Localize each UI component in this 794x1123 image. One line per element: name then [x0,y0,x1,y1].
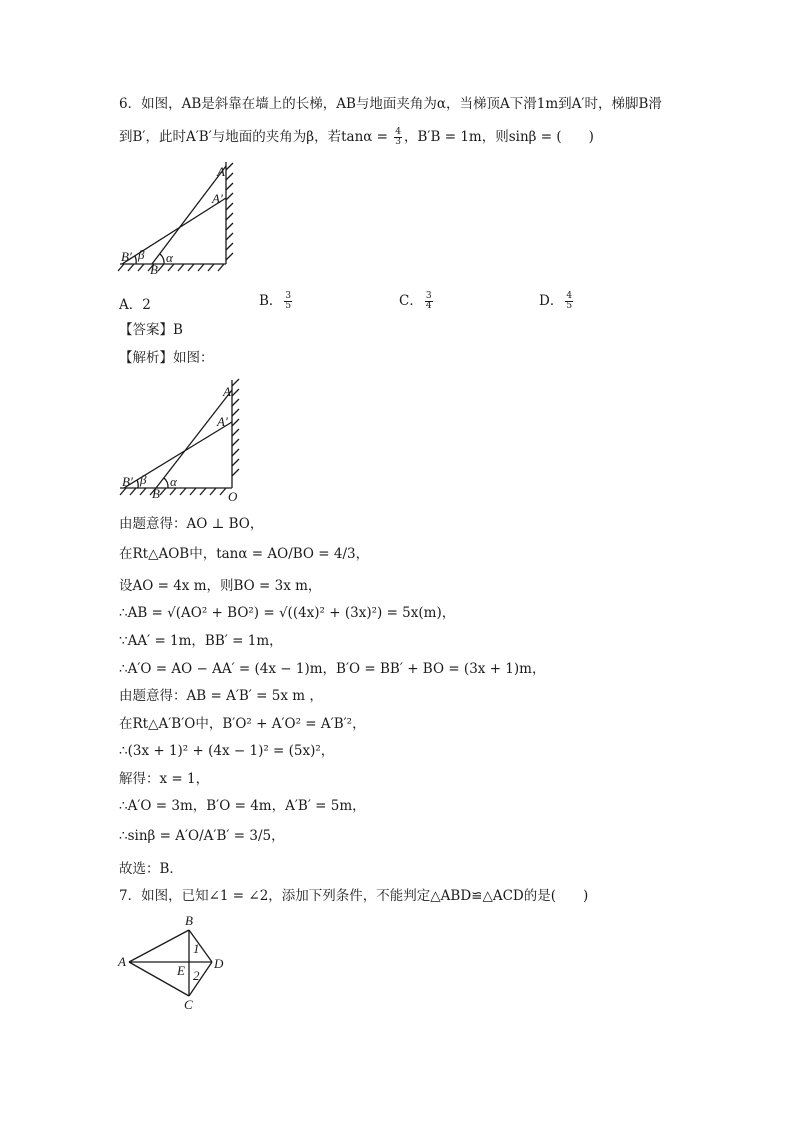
label-d: D [214,956,224,971]
step-11: ∴A′O = 3m，B′O = 4m，A′B′ = 5m， [119,798,366,814]
label-c: C [184,997,193,1012]
q6-stem-line2-pre: 到B′，此时A′B′与地面的夹角为β，若tanα = [119,129,393,145]
label-a-2: A [223,384,231,399]
step-9: ∴(3x + 1)² + (4x − 1)² = (5x)²， [119,743,335,759]
option-d[interactable] [539,289,575,311]
option-b-numerator: 3 [285,291,292,301]
label-b-q7: B [185,913,193,928]
label-a-q7: A [118,954,126,969]
step-1: 由题意得：AO ⊥ BO， [119,516,264,532]
option-a-value: 2 [142,297,151,313]
q7-figure [112,910,242,1014]
alpha-arc-2 [164,478,168,488]
step-3: 设AO = 4x m，则BO = 3x m， [119,578,322,594]
label-a-prime-2: A′ [217,414,228,429]
q6-stem-line1: 6．如图，AB是斜靠在墙上的长梯，AB与地面夹角为α，当梯顶A下滑1m到A′时，梯脚B滑 [119,96,662,112]
q7-stem: 7．如图，已知∠1 = ∠2，添加下列条件，不能判定△ABD≌△ACD的是( ) [119,888,589,904]
ladder-ab-2 [156,390,232,488]
step-5: ∵AA′ = 1m，BB′ = 1m， [119,633,283,649]
q6-stem-line2-post: ，B′B = 1m，则sinβ = ( ) [404,129,594,145]
segment-ab [129,930,189,962]
option-c-numerator: 3 [425,291,432,301]
wall-hatching-2 [232,379,239,476]
label-beta-2: β [140,472,147,487]
option-c-denominator: 4 [425,301,432,311]
label-alpha: α [166,250,173,265]
q6-figure [112,158,252,278]
label-b-2: B [152,486,160,501]
label-angle-1: 1 [193,941,200,956]
answer-line: 【答案】B [119,322,183,338]
step-13: 故选：B． [119,861,183,877]
label-a: A [217,164,225,179]
beta-arc [135,256,136,264]
wall-hatching [226,163,233,260]
option-c[interactable] [399,289,435,311]
beta-arc-2 [137,480,138,488]
label-b-prime-2: B′ [122,474,133,489]
label-o: O [228,489,238,504]
alpha-arc [160,254,164,264]
option-d-numerator: 4 [566,291,573,301]
option-d-letter: D． [539,293,564,309]
option-b[interactable] [259,289,294,311]
step-2: 在Rt△AOB中，tanα = AO/BO = 4/3， [119,546,370,562]
option-b-denominator: 5 [285,301,292,311]
tan-fraction-numerator: 4 [395,127,402,137]
step-12: ∴sinβ = A′O/A′B′ = 3/5， [119,828,285,844]
label-e: E [177,963,185,978]
label-a-prime: A′ [212,191,223,206]
tan-fraction-denominator: 3 [395,137,402,147]
ground-hatching-2 [120,488,226,495]
label-angle-2: 2 [193,968,200,983]
analysis-figure [112,378,252,506]
label-b: B [150,262,158,277]
step-4: ∴AB = √(AO² + BO²) = √((4x)² + (3x)²) = 5x(m)， [119,605,456,621]
option-a[interactable] [119,293,151,313]
option-b-letter: B． [259,293,283,309]
analysis-heading: 【解析】如图： [119,350,214,366]
option-b-fraction [284,292,292,311]
step-6: ∴A′O = AO − AA′ = (4x − 1)m，B′O = BB′ + BO = (3x + 1)m， [119,661,546,677]
option-a-letter: A． [119,297,143,313]
tan-fraction [394,128,402,147]
option-c-letter: C． [399,293,423,309]
label-beta: β [138,247,145,262]
ladder-ab [152,166,226,264]
option-d-fraction [565,292,573,311]
step-7: 由题意得：AB = A′B′ = 5x m ， [119,688,323,704]
q6-stem-line2 [119,127,594,147]
ground-hatching [118,264,224,271]
option-c-fraction [425,292,433,311]
option-d-denominator: 5 [566,301,573,311]
step-8: 在Rt△A′B′O中，B′O² + A′O² = A′B′²， [119,716,366,732]
step-10: 解得：x = 1， [119,771,210,787]
label-b-prime: B′ [121,249,132,264]
label-alpha-2: α [170,474,177,489]
